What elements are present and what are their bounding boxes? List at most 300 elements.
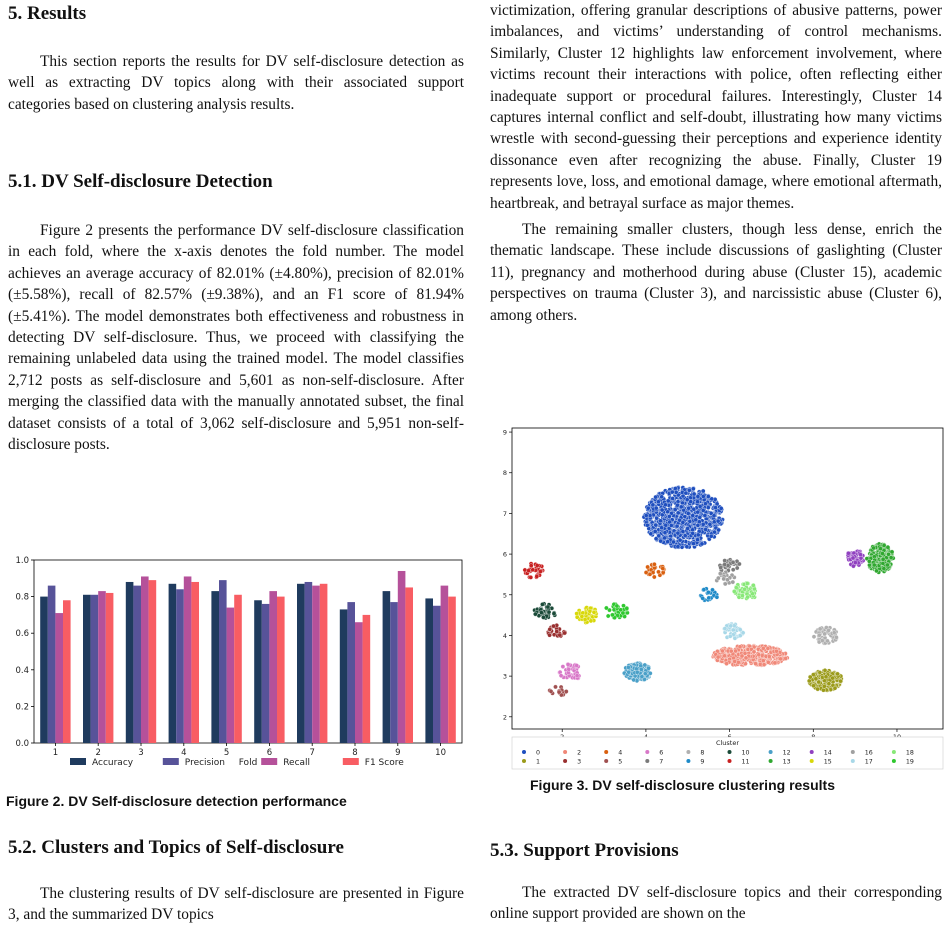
scatter-point: [812, 635, 816, 639]
scatter-point: [671, 540, 675, 544]
scatter-point: [758, 662, 762, 666]
scatter-point: [588, 609, 592, 613]
cluster-8-points: [812, 626, 839, 646]
scatter-point: [676, 511, 680, 515]
x-tick-label: 5: [223, 748, 230, 758]
scatter-point: [834, 635, 838, 639]
bar-accuracy-fold-3: [126, 582, 134, 743]
scatter-point: [651, 503, 655, 507]
scatter-point: [735, 566, 739, 570]
scatter-point: [827, 628, 831, 632]
scatter-point: [561, 665, 565, 669]
scatter-point: [689, 500, 693, 504]
bar-precision-fold-2: [91, 595, 99, 743]
scatter-point: [580, 614, 584, 618]
scatter-point: [719, 566, 723, 570]
bar-accuracy-fold-5: [211, 591, 219, 743]
scatter-point: [557, 690, 561, 694]
bar-f1-score-fold-9: [405, 587, 413, 743]
legend-label-cluster-16: 16: [864, 749, 873, 757]
scatter-point: [701, 596, 705, 600]
legend-marker-cluster-19: [892, 759, 896, 763]
scatter-point: [886, 545, 890, 549]
scatter-point: [696, 523, 700, 527]
scatter-point: [718, 572, 722, 576]
paragraph-5-1: Figure 2 presents the performance DV self-disclosure classification in each fold, where the x-axis denotes the fold number. The model achieves an average accuracy of 82.01% (±4.80%), precision of 82.01% (±5.58%), recall of 82.57% (±9.38%), and an F1 score of 81.94% (±5.41%). The model demonstrates both effectiveness and robustness in detecting DV self-disclosure. Thus, we proceed with classifying the remaining unlabeled data using the trained model. The model classifies 2,712 posts as self-disclosure and 5,601 as non-self-disclosure. After merging the classified data with the manually annotated subset, the final dataset consists of a total of 3,062 self-disclosure and 5,951 non-self-disclosure posts.: [8, 222, 464, 454]
scatter-point: [632, 678, 636, 682]
legend-label: F1 Score: [364, 758, 404, 768]
scatter-point: [733, 636, 737, 640]
legend-label-cluster-4: 4: [618, 749, 623, 757]
scatter-point: [661, 566, 665, 570]
bar-accuracy-fold-10: [425, 598, 433, 743]
scatter-point: [529, 575, 533, 579]
scatter-point: [670, 490, 674, 494]
y-tick-label: 1.0: [15, 556, 29, 566]
scatter-point: [644, 514, 648, 518]
scatter-point: [649, 532, 653, 536]
legend-swatch-f1-score: [343, 758, 359, 765]
cluster-16-points: [715, 570, 737, 586]
scatter-point: [716, 519, 720, 523]
scatter-point: [753, 662, 757, 666]
scatter-point: [566, 662, 570, 666]
bar-recall-fold-2: [98, 591, 106, 743]
scatter-point: [640, 675, 644, 679]
y-tick-label: 0.4: [15, 665, 29, 676]
scatter-point: [676, 545, 680, 549]
scatter-point: [740, 654, 744, 658]
scatter-point: [694, 518, 698, 522]
scatter-point: [547, 610, 551, 614]
scatter-point: [817, 633, 821, 637]
x-tick-label: 7: [309, 748, 315, 758]
scatter-point: [816, 687, 820, 691]
legend-label: Precision: [184, 758, 225, 768]
scatter-point: [706, 494, 710, 498]
scatter-point: [589, 619, 593, 623]
scatter-point: [681, 501, 685, 505]
scatter-point: [885, 563, 889, 567]
y-tick-label: 5: [502, 591, 507, 600]
scatter-point: [825, 639, 829, 643]
y-tick-label: 2: [502, 713, 507, 722]
scatter-point: [872, 563, 876, 567]
scatter-point: [696, 510, 700, 514]
scatter-point: [575, 663, 579, 667]
bar-precision-fold-6: [262, 604, 270, 743]
scatter-point: [654, 495, 658, 499]
scatter-point: [648, 572, 652, 576]
scatter-point: [686, 526, 690, 530]
scatter-point: [626, 665, 630, 669]
scatter-point: [867, 559, 871, 563]
scatter-point: [725, 578, 729, 582]
bar-recall-fold-7: [312, 586, 320, 743]
scatter-point: [833, 686, 837, 690]
scatter-point: [558, 633, 562, 637]
scatter-point: [846, 551, 850, 555]
scatter-point: [716, 576, 720, 580]
scatter-point: [853, 561, 857, 565]
legend-marker-cluster-3: [563, 759, 567, 763]
scatter-point: [703, 513, 707, 517]
bar-accuracy-fold-2: [83, 595, 91, 743]
paragraph-smaller-clusters: The remaining smaller clusters, though less dense, enrich the thematic landscape. These include discussions of gaslighting (Cluster 11), pregnancy and motherhood during abuse (Cluster 15), academic perspectives on trauma (Cluster 3), and narcissistic abuse (Cluster 6), among others.: [490, 221, 942, 324]
scatter-point: [757, 653, 761, 657]
bar-precision-fold-7: [305, 582, 313, 743]
scatter-point: [663, 536, 667, 540]
scatter-point: [674, 490, 678, 494]
scatter-point: [736, 660, 740, 664]
cluster-10-points: [533, 602, 557, 620]
scatter-point: [644, 570, 648, 574]
legend-marker-cluster-16: [851, 750, 855, 754]
scatter-point: [681, 520, 685, 524]
bar-f1-score-fold-1: [63, 600, 71, 743]
y-tick-label: 9: [502, 428, 507, 437]
legend-marker-cluster-8: [686, 750, 690, 754]
scatter-point: [729, 624, 733, 628]
scatter-legend: [512, 737, 943, 769]
scatter-point: [706, 590, 710, 594]
scatter-point: [654, 506, 658, 510]
scatter-point: [835, 672, 839, 676]
bar-precision-fold-9: [390, 602, 398, 743]
legend-marker-cluster-1: [522, 759, 526, 763]
scatter-point: [714, 506, 718, 510]
scatter-point: [822, 684, 826, 688]
cluster-12-points: [622, 661, 652, 683]
scatter-point: [821, 688, 825, 692]
scatter-point: [878, 547, 882, 551]
scatter-point: [559, 674, 563, 678]
scatter-point: [541, 615, 545, 619]
scatter-point: [881, 561, 885, 565]
figure-2-caption: Figure 2. DV Self-disclosure detection performance: [6, 793, 347, 809]
legend-label-cluster-12: 12: [782, 749, 791, 757]
scatter-point: [716, 655, 720, 659]
legend-label-cluster-15: 15: [823, 758, 832, 766]
bar-accuracy-fold-7: [297, 584, 305, 743]
scatter-point: [675, 503, 679, 507]
scatter-point: [660, 513, 664, 517]
scatter-point: [652, 562, 656, 566]
scatter-point: [817, 680, 821, 684]
scatter-point: [725, 662, 729, 666]
legend-label-cluster-0: 0: [536, 749, 541, 757]
bar-f1-score-fold-2: [106, 593, 114, 743]
scatter-point: [702, 588, 706, 592]
scatter-point: [701, 489, 705, 493]
legend-label-cluster-19: 19: [905, 758, 914, 766]
scatter-point: [625, 606, 629, 610]
scatter-point: [548, 627, 552, 631]
bar-recall-fold-9: [398, 571, 406, 743]
scatter-point: [653, 529, 657, 533]
cluster-19-points: [604, 602, 629, 620]
bar-recall-fold-10: [441, 586, 449, 743]
y-tick-label: 4: [502, 631, 507, 640]
scatter-point: [773, 661, 777, 665]
x-tick-label: 2: [95, 748, 101, 758]
bar-accuracy-fold-4: [169, 584, 177, 743]
legend-label-cluster-3: 3: [577, 758, 582, 766]
bar-accuracy-fold-8: [340, 609, 348, 743]
bar-precision-fold-5: [219, 580, 227, 743]
scatter-point: [691, 487, 695, 491]
paragraph-right-top: victimization, offering granular descriptions of abusive patterns, power imbalances, and victims’ understanding of control mechanisms. Similarly, Cluster 12 highlights law enforcement involvement, where victims recount their interactions with police, often reflecting either inadequate support or procedural failures. Interestingly, Cluster 14 captures internal conflict and self-doubt, illustrating how many victims wrestle with second-guessing their perceptions and experience identity dissonance even after recognizing the abuse. Finally, Cluster 19 represents love, loss, and emotional damage, where emotional aftermath, heartbreak, and betrayal surface as major themes.: [490, 2, 942, 212]
scatter-point: [712, 520, 716, 524]
scatter-point: [731, 568, 735, 572]
scatter-point: [779, 657, 783, 661]
scatter-point: [709, 534, 713, 538]
scatter-point: [852, 551, 856, 555]
legend-label-cluster-2: 2: [577, 749, 582, 757]
scatter-point: [663, 503, 667, 507]
y-tick-label: 8: [502, 469, 507, 478]
bar-f1-score-fold-10: [448, 597, 456, 743]
legend-swatch-precision: [163, 758, 179, 765]
scatter-point: [533, 612, 537, 616]
cluster-11-points: [523, 562, 545, 580]
scatter-point: [666, 499, 670, 503]
scatter-point: [683, 534, 687, 538]
scatter-point: [820, 639, 824, 643]
scatter-point: [717, 528, 721, 532]
scatter-point: [738, 645, 742, 649]
scatter-point: [527, 569, 531, 573]
x-tick-label: 8: [352, 748, 358, 758]
y-tick-label: 0.8: [15, 592, 29, 603]
scatter-point: [701, 494, 705, 498]
scatter-point: [720, 649, 724, 653]
bar-recall-fold-4: [184, 576, 192, 743]
scatter-point: [719, 506, 723, 510]
scatter-point: [627, 670, 631, 674]
scatter-point: [723, 559, 727, 563]
scatter-point: [832, 631, 836, 635]
legend-label-cluster-1: 1: [536, 758, 541, 766]
y-tick-label: 3: [502, 672, 507, 681]
legend-label-cluster-7: 7: [659, 758, 664, 766]
scatter-point: [698, 504, 702, 508]
scatter-point: [751, 583, 755, 587]
bar-precision-fold-3: [133, 586, 141, 743]
legend-label-cluster-11: 11: [741, 758, 750, 766]
scatter-point: [761, 659, 765, 663]
bar-recall-fold-8: [355, 622, 363, 743]
scatter-point: [552, 612, 556, 616]
heading-5-2: 5.2. Clusters and Topics of Self-disclosure: [8, 837, 344, 858]
scatter-point: [669, 523, 673, 527]
scatter-point: [729, 649, 733, 653]
scatter-point: [823, 632, 827, 636]
scatter-point: [696, 494, 700, 498]
scatter-point: [619, 608, 623, 612]
scatter-point: [692, 507, 696, 511]
scatter-point: [741, 631, 745, 635]
legend-label-cluster-17: 17: [864, 758, 873, 766]
scatter-point: [766, 646, 770, 650]
scatter-point: [746, 595, 750, 599]
scatter-point: [752, 650, 756, 654]
scatter-point: [615, 604, 619, 608]
cluster-1-points: [807, 668, 843, 692]
legend-marker-cluster-15: [810, 759, 814, 763]
scatter-point: [635, 670, 639, 674]
scatter-point: [575, 674, 579, 678]
x-tick-label: 3: [138, 748, 144, 758]
scatter-point: [671, 496, 675, 500]
scatter-point: [529, 564, 533, 568]
scatter-point: [831, 676, 835, 680]
y-tick-label: 7: [502, 509, 507, 518]
cluster-3-points: [546, 623, 567, 638]
x-axis-label: Fold: [238, 758, 258, 768]
scatter-point: [660, 495, 664, 499]
scatter-point: [734, 586, 738, 590]
scatter-point: [575, 615, 579, 619]
scatter-point: [531, 568, 535, 572]
scatter-point: [751, 592, 755, 596]
x-tick-label: 4: [181, 748, 187, 758]
y-tick-label: 0.0: [15, 739, 29, 749]
scatter-point: [691, 513, 695, 517]
scatter-point: [666, 540, 670, 544]
legend-label-cluster-9: 9: [700, 758, 705, 766]
scatter-point: [691, 531, 695, 535]
scatter-point: [563, 631, 567, 635]
scatter-point: [713, 530, 717, 534]
heading-results: 5. Results: [8, 3, 87, 24]
scatter-point: [767, 655, 771, 659]
bar-f1-score-fold-6: [277, 597, 285, 743]
legend-label-cluster-18: 18: [905, 749, 914, 757]
legend-swatch-accuracy: [70, 758, 86, 765]
scatter-point: [676, 531, 680, 535]
scatter-point: [710, 588, 714, 592]
scatter-point: [567, 667, 571, 671]
scatter-point: [688, 519, 692, 523]
scatter-point: [728, 634, 732, 638]
legend-label-cluster-6: 6: [659, 749, 664, 757]
scatter-point: [706, 506, 710, 510]
scatter-point: [643, 663, 647, 667]
scatter-point: [723, 654, 727, 658]
scatter-point: [643, 672, 647, 676]
scatter-point: [744, 656, 748, 660]
scatter-point: [681, 529, 685, 533]
scatter-point: [701, 522, 705, 526]
scatter-point: [606, 614, 610, 618]
scatter-point: [652, 575, 656, 579]
legend-marker-cluster-17: [851, 759, 855, 763]
scatter-point: [691, 542, 695, 546]
scatter-point: [874, 569, 878, 573]
legend-label-cluster-8: 8: [700, 749, 705, 757]
scatter-point: [851, 556, 855, 560]
scatter-point: [696, 533, 700, 537]
scatter-point: [889, 556, 893, 560]
bar-f1-score-fold-8: [363, 615, 371, 743]
cluster-0-points: [642, 485, 725, 549]
bar-precision-fold-8: [347, 602, 355, 743]
bar-f1-score-fold-7: [320, 584, 328, 743]
cluster-6-points: [558, 662, 582, 680]
scatter-point: [678, 538, 682, 542]
scatter-point: [592, 610, 596, 614]
scatter-point: [807, 679, 811, 683]
scatter-point: [881, 557, 885, 561]
bar-f1-score-fold-4: [191, 582, 199, 743]
heading-5-3: 5.3. Support Provisions: [490, 840, 679, 861]
scatter-point: [812, 684, 816, 688]
scatter-point: [552, 624, 556, 628]
scatter-point: [743, 587, 747, 591]
scatter-point: [839, 679, 843, 683]
scatter-point: [761, 646, 765, 650]
scatter-point: [766, 660, 770, 664]
paragraph-5-2: The clustering results of DV self-disclosure are presented in Figure 3, and the summarized DV topics: [8, 885, 464, 924]
scatter-point: [687, 488, 691, 492]
bar-precision-fold-1: [48, 586, 56, 743]
x-tick-label: 6: [266, 748, 273, 758]
legend-marker-cluster-2: [563, 750, 567, 754]
x-tick-label: 10: [435, 748, 447, 758]
scatter-point: [654, 523, 658, 527]
bar-recall-fold-3: [141, 576, 149, 743]
cluster-13-points: [865, 542, 896, 575]
legend-marker-cluster-6: [645, 750, 649, 754]
bar-recall-fold-6: [269, 591, 277, 743]
scatter-point: [734, 649, 738, 653]
scatter-point: [723, 582, 727, 586]
cluster-5-points: [548, 685, 569, 697]
legend-marker-cluster-12: [769, 750, 773, 754]
scatter-point: [784, 656, 788, 660]
scatter-point: [684, 491, 688, 495]
legend-title: Cluster: [715, 739, 740, 747]
cluster-9-points: [699, 587, 719, 603]
scatter-point: [731, 580, 735, 584]
scatter-point: [701, 508, 705, 512]
scatter-point: [715, 595, 719, 599]
scatter-point: [827, 682, 831, 686]
scatter-point: [722, 577, 726, 581]
legend-marker-cluster-11: [728, 759, 732, 763]
legend-marker-cluster-13: [769, 759, 773, 763]
bar-accuracy-fold-9: [383, 591, 391, 743]
scatter-point: [696, 538, 700, 542]
scatter-point: [733, 659, 737, 663]
legend-label-cluster-5: 5: [618, 758, 623, 766]
paragraph-results: This section reports the results for DV self-disclosure detection as well as extracting DV topics along with their associated support categories based on clustering analysis results.: [8, 53, 464, 113]
scatter-point: [647, 666, 651, 670]
scatter-point: [683, 515, 687, 519]
scatter-point: [745, 581, 749, 585]
scatter-point: [687, 506, 691, 510]
scatter-point: [660, 508, 664, 512]
scatter-point: [723, 562, 727, 566]
legend-marker-cluster-4: [604, 750, 608, 754]
scatter-point: [808, 675, 812, 679]
scatter-point: [740, 594, 744, 598]
scatter-point: [673, 486, 677, 490]
legend-marker-cluster-0: [522, 750, 526, 754]
bar-precision-fold-4: [176, 589, 184, 743]
figure-2-bar-chart: [0, 550, 470, 780]
